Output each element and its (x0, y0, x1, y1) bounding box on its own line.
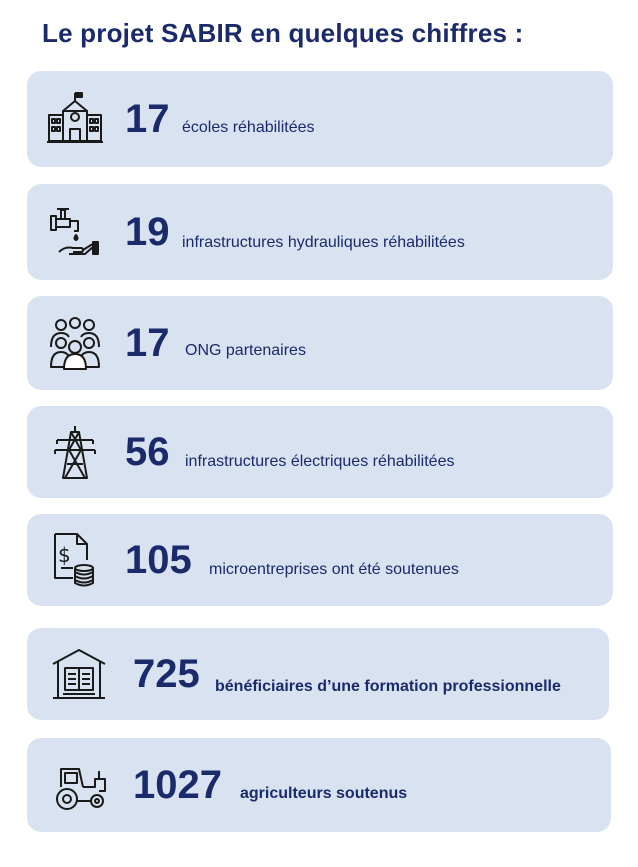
stat-card-farmers (27, 738, 611, 832)
stat-label: agriculteurs soutenus (240, 785, 408, 802)
stat-value: 56 (125, 430, 170, 474)
stat-card-electric (27, 406, 613, 498)
tractor-icon (53, 757, 109, 813)
school-icon (47, 91, 103, 147)
stat-value: 17 (125, 97, 170, 141)
stat-value: 1027 (133, 763, 222, 807)
stat-label: ONG partenaires (185, 342, 306, 359)
stat-value: 19 (125, 210, 170, 254)
stat-label: bénéficiaires d’une formation professionnelle (215, 678, 561, 695)
stat-value: 17 (125, 321, 170, 365)
stat-value: 105 (125, 538, 192, 582)
stat-card-schools (27, 71, 613, 167)
water-tap-icon (47, 204, 103, 260)
stat-card-water (27, 184, 613, 280)
svg-text:$: $ (58, 543, 71, 567)
stat-card-training (27, 628, 609, 720)
stat-label: écoles réhabilitées (182, 119, 315, 136)
page-title: Le projet SABIR en quelques chiffres : (42, 18, 524, 48)
power-pylon-icon (47, 424, 103, 480)
stat-label: infrastructures électriques réhabilitées (185, 453, 455, 470)
training-book-icon (51, 646, 107, 702)
stat-label: infrastructures hydrauliques réhabilitées (182, 234, 465, 251)
stat-card-microenterprises (27, 514, 613, 606)
money-document-icon (47, 532, 103, 588)
people-group-icon (47, 315, 103, 371)
stat-value: 725 (133, 652, 200, 696)
stat-card-ngo (27, 296, 613, 390)
stat-label: microentreprises ont été soutenues (209, 561, 459, 578)
